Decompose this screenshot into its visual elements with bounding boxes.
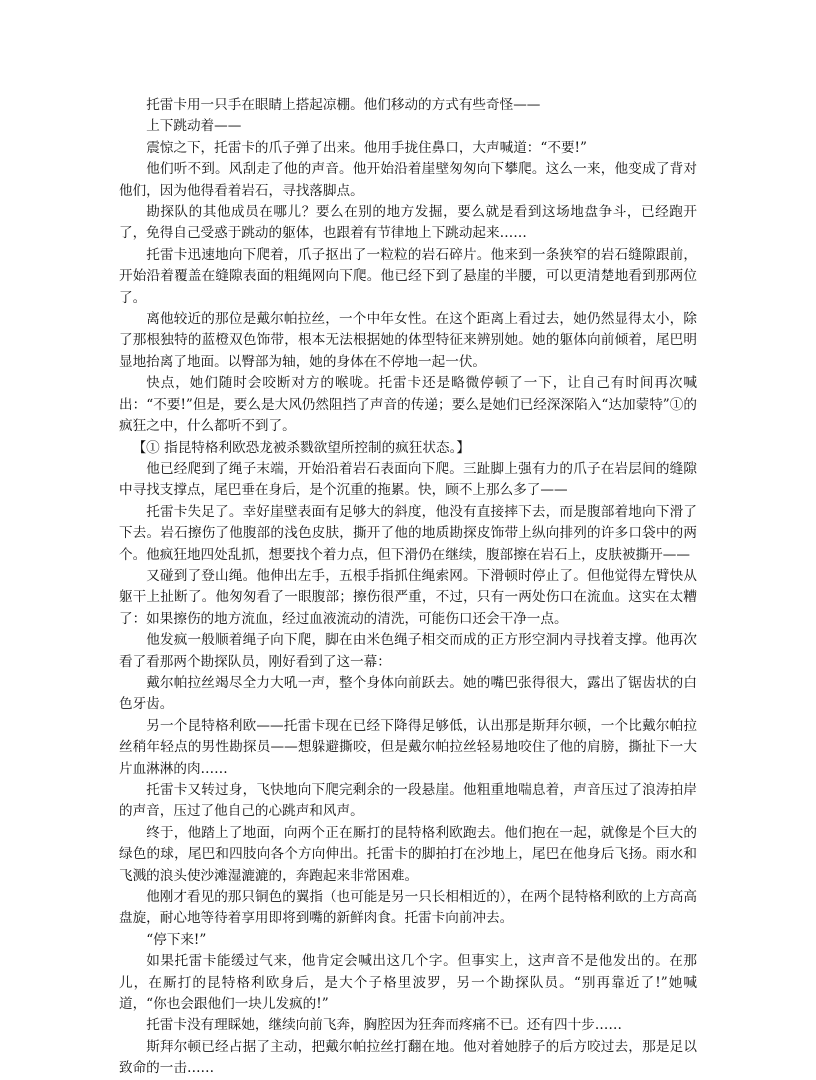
paragraph: “停下来!” xyxy=(146,931,207,948)
document-page xyxy=(119,95,697,1080)
paragraph: 他刚才看见的那只铜色的翼指（也可能是另一只长相相近的），在两个昆特格利欧的上方高高盘旋，耐心地等待着享用即将到嘴的新鲜肉食。托雷卡向前冲去。 xyxy=(119,889,697,927)
paragraph: 托雷卡用一只手在眼睛上搭起凉棚。他们移动的方式有些奇怪—— xyxy=(146,97,541,113)
paragraph: 勘探队的其他成员在哪儿？要么在别的地方发掘，要么就是看到这场地盘争斗，已经跑开了，免得自己受惑于跳动的躯体，也跟着有节律地上下跳动起来…… xyxy=(119,204,697,242)
paragraph: 托雷卡迅速地向下爬着，爪子抠出了一粒粒的岩石碎片。他来到一条狭窄的岩石缝隙跟前，开始沿着覆盖在缝隙表面的粗绳网向下爬。他已经下到了悬崖的半腰，可以更清楚地看到那两位了。 xyxy=(119,246,697,306)
paragraph: 如果托雷卡能缓过气来，他肯定会喊出这几个字。但事实上，这声音不是他发出的。在那儿，在厮打的昆特格利欧身后，是大个子格里波罗，另一个勘探队员。“别再靠近了!”她喊道，“你也会跟他们一块儿发疯的!” xyxy=(119,953,697,1013)
paragraph: 他们听不到。风刮走了他的声音。他开始沿着崖壁匆匆向下攀爬。这么一来，他变成了背对他们，因为他得看着岩石，寻找落脚点。 xyxy=(119,161,697,199)
paragraph: 另一个昆特格利欧——托雷卡现在已经下降得足够低，认出那是斯拜尔顿，一个比戴尔帕拉丝稍年轻点的男性勘探员——想躲避撕咬，但是戴尔帕拉丝轻易地咬住了他的肩膀，撕扯下一大片血淋淋的肉…… xyxy=(119,717,697,777)
paragraph: 又碰到了登山绳。他伸出左手，五根手指抓住绳索网。下滑顿时停止了。但他觉得左臂快从躯干上扯断了。他匆匆看了一眼腹部；擦伤很严重，不过，只有一两处伤口在流血。这实在太糟了：如果擦伤的地方流血，经过血液流动的清洗，可能伤口还会干净一点。 xyxy=(119,567,697,627)
paragraph: 上下跳动着—— xyxy=(146,118,242,135)
paragraph: 震惊之下，托雷卡的爪子弹了出来。他用手拢住鼻口，大声喊道：“不要!” xyxy=(146,139,587,156)
paragraph: 戴尔帕拉丝竭尽全力大吼一声，整个身体向前跃去。她的嘴巴张得很大，露出了锯齿状的白色牙齿。 xyxy=(119,674,697,713)
paragraph: 他已经爬到了绳子末端，开始沿着岩石表面向下爬。三趾脚上强有力的爪子在岩层间的缝隙中寻找支撑点，尾巴垂在身后，是个沉重的拖累。快，顾不上那么多了—— xyxy=(119,460,697,499)
paragraph: 他发疯一般顺着绳子向下爬，脚在由米色绳子相交而成的正方形空洞内寻找着支撑。他再次看了看那两个勘探队员，刚好看到了这一幕： xyxy=(119,632,697,670)
paragraph: 快点，她们随时会咬断对方的喉咙。托雷卡还是略微停顿了一下，让自己有时间再次喊出：“不要!”但是，要么是大风仍然阻挡了声音的传递；要么是她们已经深深陷入“达加蒙特”①的疯狂之中，什么都听不到了。 xyxy=(119,375,697,435)
paragraph: 托雷卡没有理睬她，继续向前飞奔，胸腔因为狂奔而疼痛不已。还有四十步…… xyxy=(146,1017,622,1034)
paragraph: 托雷卡失足了。幸好崖壁表面有足够大的斜度，他没有直接摔下去，而是腹部着地向下滑了下去。岩石擦伤了他腹部的浅色皮肤，撕开了他的地质勘探皮饰带上纵向排列的许多口袋中的两个。他疯狂地四处乱抓，想要找个着力点，但下滑仍在继续，腹部擦在岩石上，皮肤被撕开—— xyxy=(119,503,697,563)
paragraph: 斯拜尔顿已经占据了主动，把戴尔帕拉丝打翻在地。他对着她脖子的后方咬过去，那是足以致命的一击…… xyxy=(119,1038,697,1077)
footnote: 【① 指昆特格利欧恐龙被杀戮欲望所控制的疯狂状态。】 xyxy=(132,439,470,456)
paragraph: 终于，他踏上了地面，向两个正在厮打的昆特格利欧跑去。他们抱在一起，就像是个巨大的绿色的球，尾巴和四肢向各个方向伸出。托雷卡的脚拍打在沙地上，尾巴在他身后飞扬。雨水和飞溅的浪头使沙滩湿漉漉的，奔跑起来非常困难。 xyxy=(119,824,697,884)
paragraph: 离他较近的那位是戴尔帕拉丝，一个中年女性。在这个距离上看过去，她仍然显得太小，除了那根独特的蓝橙双色饰带，根本无法根据她的体型特征来辨别她。她的躯体向前倾着，尾巴明显地抬离了地面。以臀部为轴，她的身体在不停地一起一伏。 xyxy=(119,311,697,370)
paragraph: 托雷卡又转过身，飞快地向下爬完剩余的一段悬崖。他粗重地喘息着，声音压过了浪涛拍岸的声音，压过了他自己的心跳声和风声。 xyxy=(119,782,697,820)
